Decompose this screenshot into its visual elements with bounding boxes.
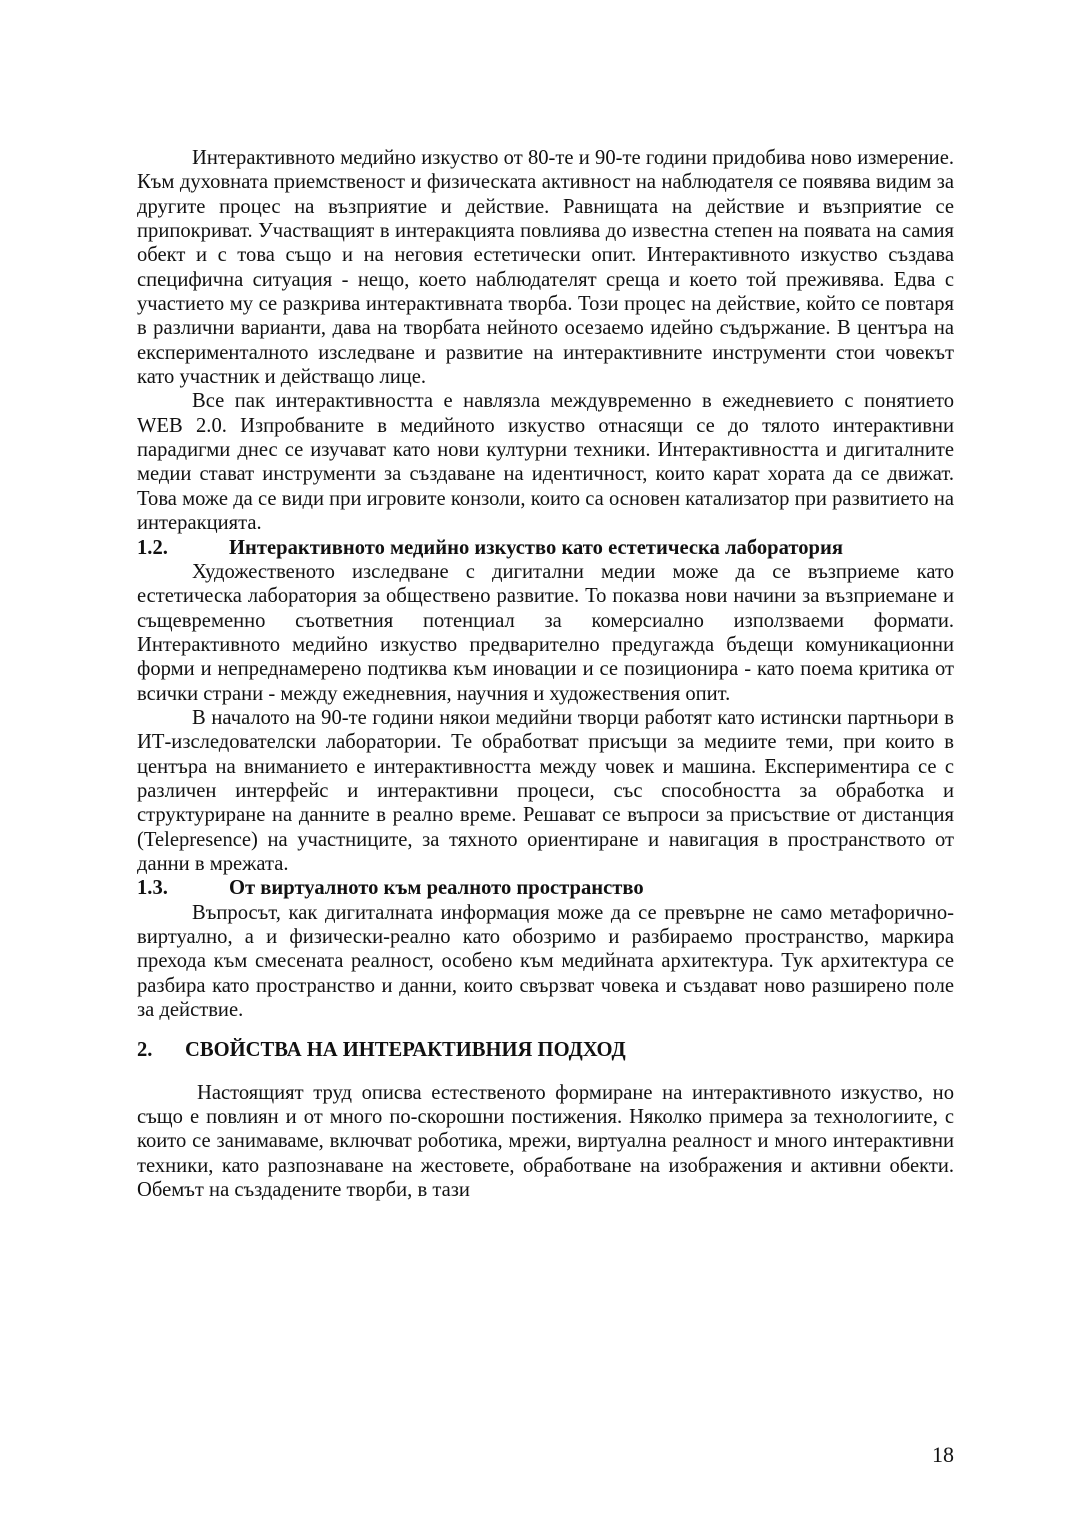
body-paragraph: Художественото изследване с дигитални медии може да се възприеме като естетическа лаборатория за обществено развитие. То показва нови начини за възприемане и същевременно съответния потенциал за комерсиално използваеми формати. Интерактивното медийно изкуство предварително предугажда бъдещи комуникационни форми и непреднамерено подтиква към иновации и се позиционира - като поема критика от всички страни - между ежедневния, научния и художествения опит.	[137, 560, 954, 705]
chapter-title: СВОЙСТВА НА ИНТЕРАКТИВНИЯ ПОДХОД	[185, 1039, 626, 1062]
body-paragraph: Въпросът, как дигиталната информация може да се превърне не само метафорично-виртуално, а и физически-реално като обозримо и разбираемо пространство, маркира прехода към смесената реалност, особено към медийната архитектура. Тук архитектура се разбира като пространство и данни, които свързват човека и създават ново разширено поле за действие.	[137, 901, 954, 1022]
chapter-heading	[137, 1038, 954, 1062]
page-number: 18	[932, 1442, 954, 1467]
section-heading	[137, 876, 954, 900]
section-heading	[137, 536, 954, 560]
body-paragraph: В началото на 90-те години някои медийни творци работят като истински партньори в ИТ-изследователски лаборатории. Те обработват присъщи за медиите теми, при които в центъра на вниманието е интерактивността между човек и машина. Експериментира се с различен интерфейс и интерактивни процеси, със способността за обработка и структуриране на данните в реално време. Решават се въпроси за присъствие от дистанция (Telepresence) на участниците, за тяхното ориентиране и навигация в пространството от данни в мрежата.	[137, 706, 954, 875]
section-title: От виртуалното към реалното пространство	[229, 877, 644, 900]
section-number: 1.2.	[137, 536, 168, 559]
document-page	[137, 146, 954, 1202]
body-paragraph: Настоящият труд описва естественото формиране на интерактивното изкуство, но също е повлиян и от много по-скорошни постижения. Няколко примера за технологиите, с които се занимаваме, включват роботика, мрежи, виртуална реалност и много интерактивни техники, като разпознаване на жестовете, обработване на изображения и активни обекти. Обемът на създадените творби, в тази	[137, 1081, 954, 1202]
chapter-number: 2.	[137, 1039, 153, 1062]
body-paragraph: Интерактивното медийно изкуство от 80-те и 90-те години придобива ново измерение. Към духовната приемственост и физическата активност на наблюдателя се появява видим за другите процес на възприятие и действие. Равнищата на действие и възприятие се припокриват. Участващият в интеракцията повлиява до известна степен на появата на самия обект и с това също и на неговия естетически опит. Интерактивното изкуство създава специфична ситуация - нещо, което наблюдателят среща и което той преживява. Едва с участието му се разкрива интерактивната творба. Този процес на действие, който се повтаря в различни варианти, дава на творбата нейното осезаемо идейно съдържание. В центъра на експерименталното изследване и развитие на интерактивните инструменти стои човекът като участник и действащо лице.	[137, 147, 954, 389]
body-paragraph: Все пак интерактивността е навлязла междувременно в ежедневието с понятието WEB 2.0. Изпробваните в медийното изкуство отнасящи се до тялото интерактивни парадигми днес се изучават като нови културни техники. Интерактивността и дигиталните медии стават инструменти за създаване на идентичност, които карат хората да се движат. Това може да се види при игровите конзоли, които са основен катализатор при развитието на интеракцията.	[137, 390, 954, 535]
section-number: 1.3.	[137, 877, 168, 900]
section-title: Интерактивното медийно изкуство като естетическа лаборатория	[229, 536, 843, 559]
